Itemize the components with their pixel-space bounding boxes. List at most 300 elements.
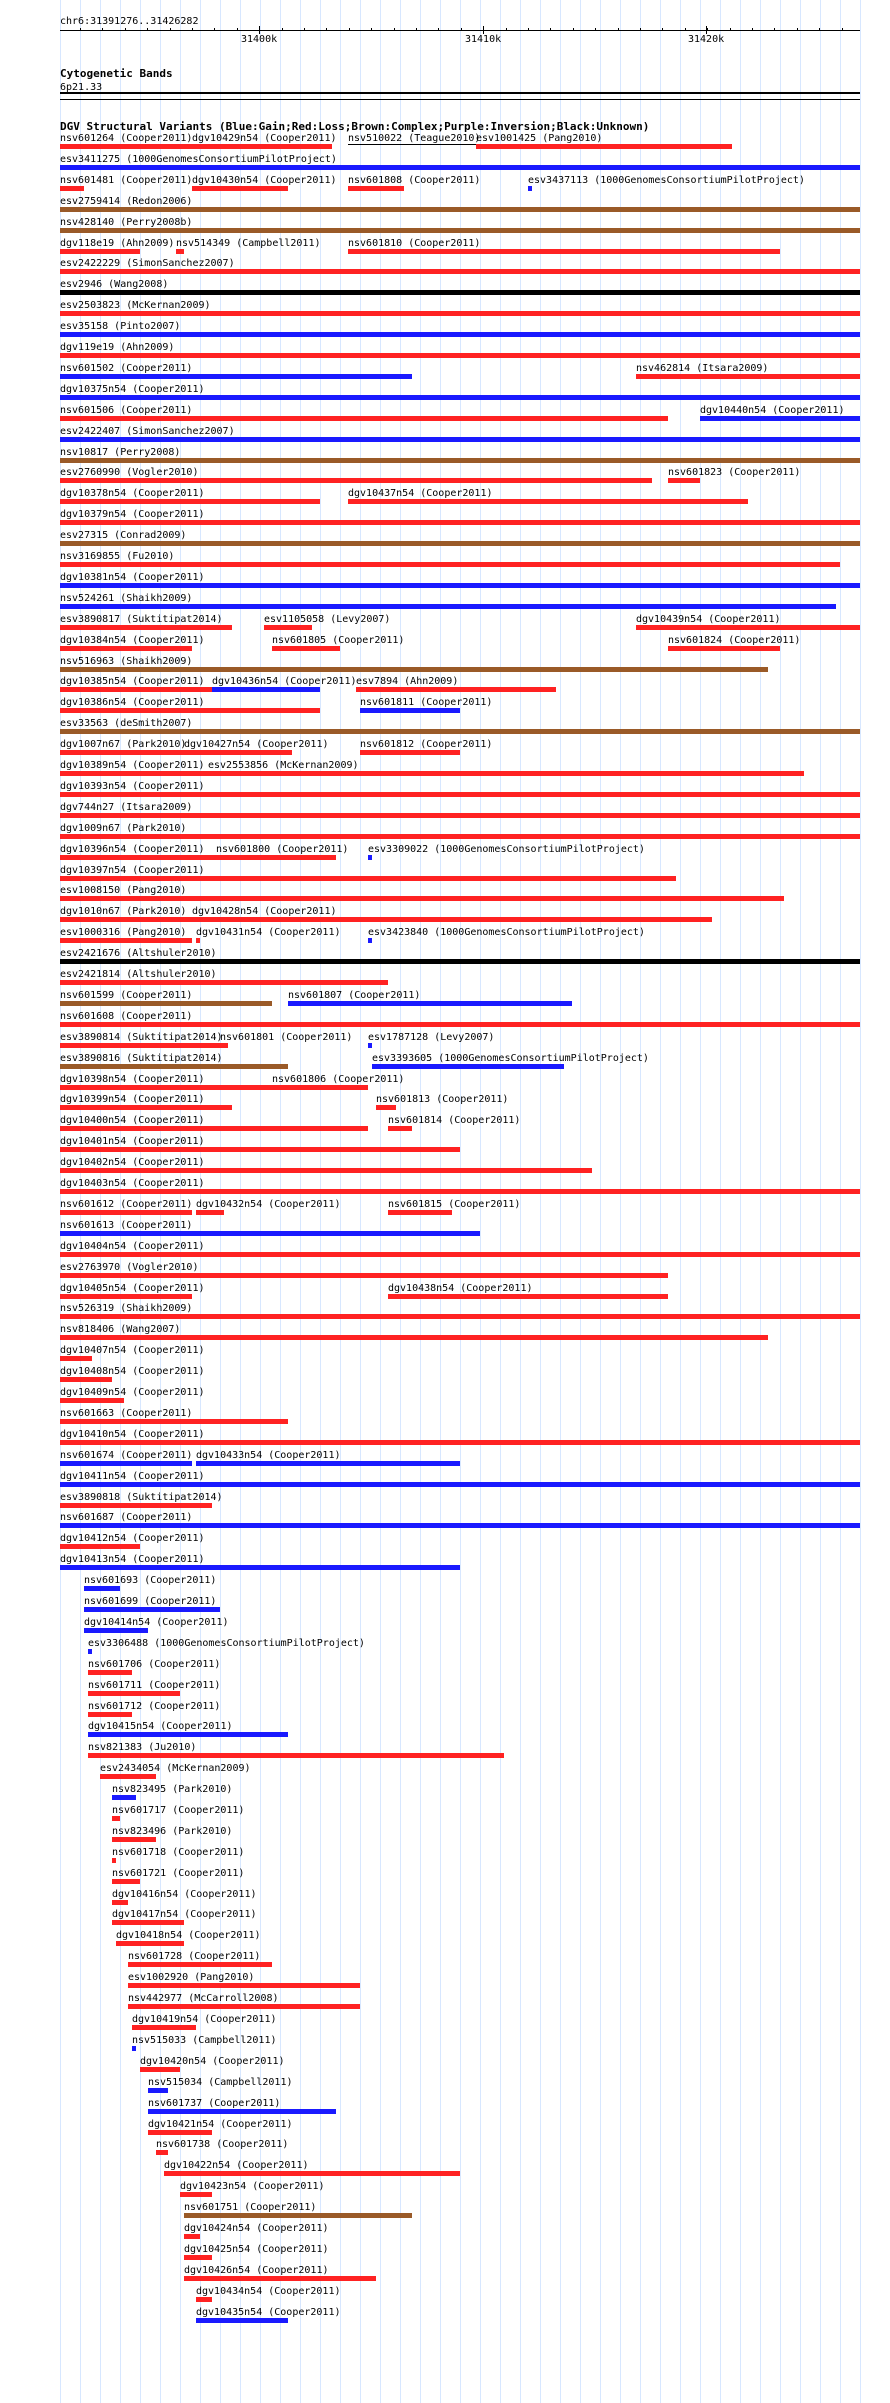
variant-bar-loss[interactable] <box>60 1503 212 1508</box>
variant-bar-gain[interactable] <box>528 186 532 191</box>
variant-label[interactable]: dgv10439n54 (Cooper2011) <box>636 614 781 625</box>
variant-label[interactable]: esv2422229 (SimonSanchez2007) <box>60 258 235 269</box>
variant-label[interactable]: dgv10398n54 (Cooper2011) <box>60 1074 205 1085</box>
variant-label[interactable]: dgv10428n54 (Cooper2011) <box>192 906 337 917</box>
variant-bar-loss[interactable] <box>180 2192 212 2197</box>
ruler-minor-tick <box>685 28 686 31</box>
variant-label[interactable]: dgv10438n54 (Cooper2011) <box>388 1283 533 1294</box>
variant-label[interactable]: dgv10375n54 (Cooper2011) <box>60 384 205 395</box>
variant-bar-complex[interactable] <box>60 729 860 734</box>
variant-label[interactable]: esv2553856 (McKernan2009) <box>208 760 359 771</box>
variant-label[interactable]: dgv10424n54 (Cooper2011) <box>184 2223 329 2234</box>
variant-label[interactable]: nsv601706 (Cooper2011) <box>88 1659 221 1670</box>
variant-label[interactable]: dgv10403n54 (Cooper2011) <box>60 1178 205 1189</box>
variant-label[interactable]: dgv10405n54 (Cooper2011) <box>60 1283 205 1294</box>
variant-bar-loss[interactable] <box>60 1294 192 1299</box>
variant-label[interactable]: dgv10430n54 (Cooper2011) <box>192 175 337 186</box>
variant-bar-loss[interactable] <box>60 562 840 567</box>
variant-bar-loss[interactable] <box>60 855 216 860</box>
variant-bar-loss[interactable] <box>60 1168 592 1173</box>
variant-label[interactable]: nsv601599 (Cooper2011) <box>60 990 193 1001</box>
variant-label[interactable]: nsv818406 (Wang2007) <box>60 1324 181 1335</box>
variant-label[interactable]: dgv10402n54 (Cooper2011) <box>60 1157 205 1168</box>
variant-bar-unknown[interactable] <box>60 959 860 964</box>
variant-label[interactable]: esv27315 (Conrad2009) <box>60 530 187 541</box>
variant-label[interactable]: nsv462814 (Itsara2009) <box>636 363 769 374</box>
variant-bar-loss[interactable] <box>60 646 192 651</box>
variant-label[interactable]: nsv601663 (Cooper2011) <box>60 1408 193 1419</box>
variant-label[interactable]: nsv601699 (Cooper2011) <box>84 1596 217 1607</box>
variant-label[interactable]: esv7894 (Ahn2009) <box>356 676 459 687</box>
variant-bar-loss[interactable] <box>184 2276 376 2281</box>
variant-bar-loss[interactable] <box>636 374 860 379</box>
variant-bar-loss[interactable] <box>348 186 404 191</box>
variant-label[interactable]: dgv10378n54 (Cooper2011) <box>60 488 205 499</box>
variant-label[interactable]: dgv10416n54 (Cooper2011) <box>112 1889 257 1900</box>
variant-label[interactable]: dgv10433n54 (Cooper2011) <box>196 1450 341 1461</box>
variant-bar-loss[interactable] <box>668 646 780 651</box>
variant-bar-gain[interactable] <box>132 2046 136 2051</box>
variant-label[interactable]: dgv10423n54 (Cooper2011) <box>180 2181 325 2192</box>
variant-label[interactable]: nsv823496 (Park2010) <box>112 1826 233 1837</box>
grid-line <box>760 0 761 2403</box>
variant-label[interactable]: dgv10384n54 (Cooper2011) <box>60 635 205 646</box>
variant-label[interactable]: esv2759414 (Redon2006) <box>60 196 193 207</box>
variant-label[interactable]: dgv10397n54 (Cooper2011) <box>60 865 205 876</box>
variant-label[interactable]: esv3890818 (Suktitipat2014) <box>60 1492 223 1503</box>
variant-label[interactable]: nsv601805 (Cooper2011) <box>272 635 405 646</box>
variant-label[interactable]: nsv601801 (Cooper2011) <box>220 1032 353 1043</box>
variant-bar-complex[interactable] <box>60 458 860 463</box>
variant-bar-gain[interactable] <box>60 1565 460 1570</box>
variant-label[interactable]: nsv601812 (Cooper2011) <box>360 739 493 750</box>
variant-label[interactable]: nsv821383 (Ju2010) <box>88 1742 197 1753</box>
variant-label[interactable]: nsv10817 (Perry2008) <box>60 447 181 458</box>
variant-label[interactable]: esv1000316 (Pang2010) <box>60 927 187 938</box>
variant-label[interactable]: dgv10396n54 (Cooper2011) <box>60 844 205 855</box>
variant-bar-loss[interactable] <box>60 813 860 818</box>
variant-label[interactable]: dgv10415n54 (Cooper2011) <box>88 1721 233 1732</box>
variant-label[interactable]: nsv601502 (Cooper2011) <box>60 363 193 374</box>
variant-label[interactable]: nsv514349 (Campbell2011) <box>176 238 321 249</box>
variant-label[interactable]: dgv10407n54 (Cooper2011) <box>60 1345 205 1356</box>
variant-bar-loss[interactable] <box>60 499 320 504</box>
variant-label[interactable]: nsv823495 (Park2010) <box>112 1784 233 1795</box>
variant-bar-loss[interactable] <box>60 625 232 630</box>
variant-bar-loss[interactable] <box>184 2234 200 2239</box>
variant-bar-loss[interactable] <box>60 1252 860 1257</box>
variant-bar-complex[interactable] <box>60 1001 272 1006</box>
variant-bar-gain[interactable] <box>60 604 836 609</box>
variant-bar-gain[interactable] <box>288 1001 572 1006</box>
variant-label[interactable]: dgv10420n54 (Cooper2011) <box>140 2056 285 2067</box>
variant-bar-loss[interactable] <box>60 771 208 776</box>
variant-bar-loss[interactable] <box>196 2297 212 2302</box>
variant-bar-loss[interactable] <box>60 1043 220 1048</box>
variant-label[interactable]: esv3437113 (1000GenomesConsortiumPilotProject) <box>528 175 805 186</box>
variant-bar-loss[interactable] <box>112 1837 156 1842</box>
variant-label[interactable]: nsv601687 (Cooper2011) <box>60 1512 193 1523</box>
grid-line <box>380 0 381 2403</box>
variant-label[interactable]: esv1001425 (Pang2010) <box>476 133 603 144</box>
variant-bar-loss[interactable] <box>60 792 860 797</box>
variant-bar-gain[interactable] <box>60 395 860 400</box>
variant-label[interactable]: nsv601806 (Cooper2011) <box>272 1074 405 1085</box>
variant-label[interactable]: nsv601728 (Cooper2011) <box>128 1951 261 1962</box>
variant-bar-loss[interactable] <box>60 708 320 713</box>
variant-bar-loss[interactable] <box>176 249 184 254</box>
variant-label[interactable]: dgv10422n54 (Cooper2011) <box>164 2160 309 2171</box>
ruler-tick-label: 31410k <box>465 34 502 45</box>
variant-bar-gain[interactable] <box>372 1064 564 1069</box>
variant-bar-gain[interactable] <box>368 1043 372 1048</box>
variant-bar-loss[interactable] <box>60 520 860 525</box>
variant-bar-gain[interactable] <box>112 1795 136 1800</box>
variant-bar-loss[interactable] <box>192 186 288 191</box>
variant-label[interactable]: nsv601711 (Cooper2011) <box>88 1680 221 1691</box>
variant-bar-loss[interactable] <box>60 917 192 922</box>
ruler-minor-tick <box>147 28 148 31</box>
variant-label[interactable]: dgv10429n54 (Cooper2011) <box>192 133 337 144</box>
variant-bar-loss[interactable] <box>208 771 804 776</box>
variant-label[interactable]: esv2421676 (Altshuler2010) <box>60 948 217 959</box>
variant-label[interactable]: dgv10427n54 (Cooper2011) <box>184 739 329 750</box>
variant-label[interactable]: dgv1007n67 (Park2010) <box>60 739 187 750</box>
variant-label[interactable]: dgv119e19 (Ahn2009) <box>60 342 175 353</box>
variant-bar-loss[interactable] <box>60 1419 288 1424</box>
variant-bar-gain[interactable] <box>60 583 860 588</box>
variant-bar-loss[interactable] <box>112 1920 184 1925</box>
variant-bar-gain[interactable] <box>212 687 320 692</box>
variant-bar-loss[interactable] <box>388 1294 668 1299</box>
variant-label[interactable]: nsv526319 (Shaikh2009) <box>60 1303 193 1314</box>
ruler-minor-tick <box>774 28 775 31</box>
variant-label[interactable]: dgv10432n54 (Cooper2011) <box>196 1199 341 1210</box>
variant-bar-loss[interactable] <box>60 269 860 274</box>
variant-label[interactable]: nsv601712 (Cooper2011) <box>88 1701 221 1712</box>
variant-bar-loss[interactable] <box>156 2150 168 2155</box>
variant-bar-loss[interactable] <box>272 1085 368 1090</box>
variant-label[interactable]: nsv510022 (Teague2010) <box>348 133 481 144</box>
variant-bar-loss[interactable] <box>60 249 140 254</box>
variant-bar-loss[interactable] <box>264 625 312 630</box>
variant-bar-loss[interactable] <box>60 1210 192 1215</box>
variant-bar-loss[interactable] <box>60 834 860 839</box>
variant-bar-complex[interactable] <box>60 1064 288 1069</box>
variant-bar-loss[interactable] <box>60 186 84 191</box>
variant-label[interactable]: nsv601815 (Cooper2011) <box>388 1199 521 1210</box>
variant-label[interactable]: nsv601810 (Cooper2011) <box>348 238 481 249</box>
variant-bar-loss[interactable] <box>128 1962 272 1967</box>
variant-label[interactable]: dgv10418n54 (Cooper2011) <box>116 1930 261 1941</box>
grid-line <box>740 0 741 2403</box>
variant-label[interactable]: esv33563 (deSmith2007) <box>60 718 193 729</box>
variant-label[interactable]: nsv601823 (Cooper2011) <box>668 467 801 478</box>
variant-bar-complex[interactable] <box>60 667 768 672</box>
variant-bar-gain[interactable] <box>148 2109 336 2114</box>
variant-label[interactable]: dgv10385n54 (Cooper2011) <box>60 676 205 687</box>
variant-label[interactable]: dgv10410n54 (Cooper2011) <box>60 1429 205 1440</box>
variant-bar-loss[interactable] <box>192 144 332 149</box>
variant-label[interactable]: esv2760990 (Vogler2010) <box>60 467 199 478</box>
variant-bar-loss[interactable] <box>220 1043 228 1048</box>
variant-bar-gain[interactable] <box>700 416 860 421</box>
variant-bar-loss[interactable] <box>196 1210 224 1215</box>
ruler-minor-tick <box>595 28 596 31</box>
variant-bar-loss[interactable] <box>60 1356 92 1361</box>
variant-bar-loss[interactable] <box>60 1273 668 1278</box>
variant-bar-loss[interactable] <box>60 896 784 901</box>
variant-bar-gain[interactable] <box>196 2318 288 2323</box>
variant-bar-loss[interactable] <box>132 2025 196 2030</box>
variant-bar-loss[interactable] <box>60 353 860 358</box>
variant-bar-loss[interactable] <box>112 1879 140 1884</box>
variant-label[interactable]: nsv601264 (Cooper2011) <box>60 133 193 144</box>
variant-bar-loss[interactable] <box>88 1691 180 1696</box>
variant-bar-loss[interactable] <box>388 1210 452 1215</box>
variant-label[interactable]: dgv10419n54 (Cooper2011) <box>132 2014 277 2025</box>
variant-label[interactable]: esv3890814 (Suktitipat2014) <box>60 1032 223 1043</box>
variant-label[interactable]: esv2421814 (Altshuler2010) <box>60 969 217 980</box>
variant-bar-loss[interactable] <box>88 1753 504 1758</box>
variant-bar-complex[interactable] <box>184 2213 412 2218</box>
variant-label[interactable]: dgv10414n54 (Cooper2011) <box>84 1617 229 1628</box>
variant-label[interactable]: dgv10393n54 (Cooper2011) <box>60 781 205 792</box>
variant-label[interactable]: esv3423840 (1000GenomesConsortiumPilotProject) <box>368 927 645 938</box>
variant-label[interactable]: dgv1010n67 (Park2010) <box>60 906 187 917</box>
variant-label[interactable]: nsv601808 (Cooper2011) <box>348 175 481 186</box>
variant-label[interactable]: esv1787128 (Levy2007) <box>368 1032 495 1043</box>
variant-label[interactable]: dgv10434n54 (Cooper2011) <box>196 2286 341 2297</box>
variant-label[interactable]: nsv601824 (Cooper2011) <box>668 635 801 646</box>
variant-label[interactable]: dgv10421n54 (Cooper2011) <box>148 2119 293 2130</box>
variant-bar-gain[interactable] <box>88 1649 92 1654</box>
variant-bar-loss[interactable] <box>476 144 732 149</box>
variant-label[interactable]: esv3411275 (1000GenomesConsortiumPilotProject) <box>60 154 337 165</box>
variant-label[interactable]: nsv516963 (Shaikh2009) <box>60 656 193 667</box>
variant-bar-loss[interactable] <box>184 2255 212 2260</box>
variant-bar-loss[interactable] <box>60 1105 232 1110</box>
variant-label[interactable]: esv3393605 (1000GenomesConsortiumPilotProject) <box>372 1053 649 1064</box>
variant-bar-loss[interactable] <box>60 1147 460 1152</box>
variant-bar-loss[interactable] <box>60 416 668 421</box>
variant-bar-loss[interactable] <box>60 980 388 985</box>
variant-bar-loss[interactable] <box>164 2171 460 2176</box>
variant-label[interactable]: dgv10411n54 (Cooper2011) <box>60 1471 205 1482</box>
variant-bar-loss[interactable] <box>60 1335 768 1340</box>
variant-bar-loss[interactable] <box>60 876 676 881</box>
variant-label[interactable]: nsv601718 (Cooper2011) <box>112 1847 245 1858</box>
variant-bar-gain[interactable] <box>60 1461 192 1466</box>
variant-bar-gain[interactable] <box>368 855 372 860</box>
variant-bar-gain[interactable] <box>60 332 860 337</box>
variant-bar-gain[interactable] <box>84 1628 148 1633</box>
variant-label[interactable]: esv3309022 (1000GenomesConsortiumPilotProject) <box>368 844 645 855</box>
variant-bar-loss[interactable] <box>112 1816 120 1821</box>
variant-bar-loss[interactable] <box>60 1398 124 1403</box>
variant-bar-loss[interactable] <box>88 1712 132 1717</box>
grid-line <box>360 0 361 2403</box>
ruler-tick-label: 31400k <box>241 34 278 45</box>
variant-label[interactable]: nsv601717 (Cooper2011) <box>112 1805 245 1816</box>
variant-bar-loss[interactable] <box>184 750 292 755</box>
variant-label[interactable]: esv1008150 (Pang2010) <box>60 885 187 896</box>
variant-bar-gain[interactable] <box>360 708 460 713</box>
variant-label[interactable]: dgv118e19 (Ahn2009) <box>60 238 175 249</box>
variant-bar-gain[interactable] <box>84 1586 120 1591</box>
variant-label[interactable]: dgv10408n54 (Cooper2011) <box>60 1366 205 1377</box>
variant-label[interactable]: dgv10400n54 (Cooper2011) <box>60 1115 205 1126</box>
variant-bar-loss[interactable] <box>60 938 192 943</box>
variant-label[interactable]: dgv10412n54 (Cooper2011) <box>60 1533 205 1544</box>
variant-label[interactable]: dgv10436n54 (Cooper2011) <box>212 676 357 687</box>
variant-label[interactable]: dgv10413n54 (Cooper2011) <box>60 1554 205 1565</box>
variant-label[interactable]: dgv10386n54 (Cooper2011) <box>60 697 205 708</box>
variant-bar-loss[interactable] <box>60 311 860 316</box>
variant-bar-loss[interactable] <box>112 1900 128 1905</box>
variant-label[interactable]: nsv601612 (Cooper2011) <box>60 1199 193 1210</box>
variant-label[interactable]: esv2946 (Wang2008) <box>60 279 169 290</box>
variant-bar-loss[interactable] <box>60 1377 112 1382</box>
variant-label[interactable]: dgv10426n54 (Cooper2011) <box>184 2265 329 2276</box>
variant-bar-complex[interactable] <box>60 228 860 233</box>
variant-bar-loss[interactable] <box>60 1085 272 1090</box>
variant-bar-loss[interactable] <box>60 1126 368 1131</box>
variant-label[interactable]: dgv744n27 (Itsara2009) <box>60 802 193 813</box>
variant-bar-gain[interactable] <box>368 938 372 943</box>
variant-label[interactable]: nsv442977 (McCarroll2008) <box>128 1993 279 2004</box>
variant-bar-gain[interactable] <box>88 1732 288 1737</box>
variant-bar-loss[interactable] <box>100 1774 156 1779</box>
variant-label[interactable]: dgv10379n54 (Cooper2011) <box>60 509 205 520</box>
variant-label[interactable]: esv1002920 (Pang2010) <box>128 1972 255 1983</box>
variant-label[interactable]: dgv10431n54 (Cooper2011) <box>196 927 341 938</box>
variant-bar-gain[interactable] <box>60 374 412 379</box>
variant-label[interactable]: dgv1009n67 (Park2010) <box>60 823 187 834</box>
variant-bar-loss[interactable] <box>128 2004 360 2009</box>
variant-bar-gain[interactable] <box>60 1482 860 1487</box>
variant-bar-loss[interactable] <box>60 1440 860 1445</box>
variant-label[interactable]: esv3890817 (Suktitipat2014) <box>60 614 223 625</box>
variant-label[interactable]: nsv601613 (Cooper2011) <box>60 1220 193 1231</box>
variant-bar-loss[interactable] <box>60 144 192 149</box>
variant-bar-loss[interactable] <box>360 750 460 755</box>
variant-bar-loss[interactable] <box>60 1314 860 1319</box>
variant-label[interactable]: nsv601693 (Cooper2011) <box>84 1575 217 1586</box>
variant-label[interactable]: dgv10389n54 (Cooper2011) <box>60 760 205 771</box>
variant-label[interactable]: nsv601721 (Cooper2011) <box>112 1868 245 1879</box>
variant-bar-complex[interactable] <box>60 541 860 546</box>
variant-label[interactable]: esv2503823 (McKernan2009) <box>60 300 211 311</box>
variant-bar-gain[interactable] <box>60 437 860 442</box>
variant-label[interactable]: dgv10417n54 (Cooper2011) <box>112 1909 257 1920</box>
variant-label[interactable]: dgv10401n54 (Cooper2011) <box>60 1136 205 1147</box>
variant-bar-gain[interactable] <box>60 165 860 170</box>
variant-bar-unknown[interactable] <box>60 290 860 295</box>
variant-bar-loss[interactable] <box>216 855 336 860</box>
variant-bar-gain[interactable] <box>60 1231 480 1236</box>
variant-bar-loss[interactable] <box>348 499 748 504</box>
variant-label[interactable]: esv3306488 (1000GenomesConsortiumPilotProject) <box>88 1638 365 1649</box>
variant-bar-loss[interactable] <box>60 687 212 692</box>
variant-bar-loss[interactable] <box>668 478 700 483</box>
variant-label[interactable]: dgv10440n54 (Cooper2011) <box>700 405 845 416</box>
variant-label[interactable]: nsv601506 (Cooper2011) <box>60 405 193 416</box>
variant-bar-loss[interactable] <box>636 625 860 630</box>
variant-bar-loss[interactable] <box>112 1858 116 1863</box>
variant-label[interactable]: nsv601481 (Cooper2011) <box>60 175 193 186</box>
variant-label[interactable]: nsv601751 (Cooper2011) <box>184 2202 317 2213</box>
variant-label[interactable]: nsv515034 (Campbell2011) <box>148 2077 293 2088</box>
variant-label[interactable]: nsv601674 (Cooper2011) <box>60 1450 193 1461</box>
variant-label[interactable]: nsv515033 (Campbell2011) <box>132 2035 277 2046</box>
variant-label[interactable]: nsv3169855 (Fu2010) <box>60 551 175 562</box>
variant-label[interactable]: nsv524261 (Shaikh2009) <box>60 593 193 604</box>
variant-label[interactable]: dgv10404n54 (Cooper2011) <box>60 1241 205 1252</box>
variant-bar-loss[interactable] <box>60 1189 860 1194</box>
variant-label[interactable]: esv2434054 (McKernan2009) <box>100 1763 251 1774</box>
variant-bar-complex[interactable] <box>60 207 860 212</box>
variant-bar-gain[interactable] <box>60 1523 860 1528</box>
variant-label[interactable]: esv2422407 (SimonSanchez2007) <box>60 426 235 437</box>
variant-label[interactable]: dgv10381n54 (Cooper2011) <box>60 572 205 583</box>
variant-label[interactable]: nsv601813 (Cooper2011) <box>376 1094 509 1105</box>
variant-bar-loss[interactable] <box>388 1126 412 1131</box>
variant-label[interactable]: esv2763970 (Vogler2010) <box>60 1262 199 1273</box>
variant-bar-loss[interactable] <box>148 2130 212 2135</box>
ruler-minor-tick <box>640 28 641 31</box>
variant-label[interactable]: dgv10435n54 (Cooper2011) <box>196 2307 341 2318</box>
variant-label[interactable]: nsv601811 (Cooper2011) <box>360 697 493 708</box>
variant-label[interactable]: nsv601737 (Cooper2011) <box>148 2098 281 2109</box>
variant-bar-loss[interactable] <box>356 687 556 692</box>
variant-label[interactable]: nsv601814 (Cooper2011) <box>388 1115 521 1126</box>
variant-bar-loss[interactable] <box>192 917 712 922</box>
variant-bar-loss[interactable] <box>348 249 780 254</box>
grid-line <box>560 0 561 2403</box>
variant-label[interactable]: dgv10437n54 (Cooper2011) <box>348 488 493 499</box>
variant-label[interactable]: esv1105058 (Levy2007) <box>264 614 391 625</box>
variant-label[interactable]: dgv10425n54 (Cooper2011) <box>184 2244 329 2255</box>
variant-label[interactable]: nsv601608 (Cooper2011) <box>60 1011 193 1022</box>
variant-bar-loss[interactable] <box>60 1022 860 1027</box>
variant-label[interactable]: nsv428140 (Perry2008b) <box>60 217 193 228</box>
variant-bar-loss[interactable] <box>376 1105 396 1110</box>
variant-bar-loss[interactable] <box>196 938 200 943</box>
ruler-minor-tick <box>192 28 193 31</box>
variant-label[interactable]: dgv10399n54 (Cooper2011) <box>60 1094 205 1105</box>
variant-bar-gain[interactable] <box>148 2088 168 2093</box>
variant-bar-loss[interactable] <box>140 2067 180 2072</box>
variant-bar-loss[interactable] <box>272 646 340 651</box>
variant-label[interactable]: esv35158 (Pinto2007) <box>60 321 181 332</box>
variant-bar-loss[interactable] <box>60 750 184 755</box>
variant-bar-loss[interactable] <box>128 1983 360 1988</box>
ruler-minor-tick <box>483 28 484 31</box>
variant-bar-loss[interactable] <box>116 1941 184 1946</box>
variant-label[interactable]: nsv601807 (Cooper2011) <box>288 990 421 1001</box>
variant-label[interactable]: esv3890816 (Suktitipat2014) <box>60 1053 223 1064</box>
variant-bar-loss[interactable] <box>60 478 652 483</box>
variant-bar-loss[interactable] <box>60 1544 140 1549</box>
variant-label[interactable]: nsv601738 (Cooper2011) <box>156 2139 289 2150</box>
variant-bar-gain[interactable] <box>84 1607 220 1612</box>
variant-label[interactable]: nsv601800 (Cooper2011) <box>216 844 349 855</box>
variant-label[interactable]: dgv10409n54 (Cooper2011) <box>60 1387 205 1398</box>
variant-bar-loss[interactable] <box>88 1670 132 1675</box>
variant-bar-unknown[interactable] <box>348 144 476 145</box>
variant-bar-gain[interactable] <box>196 1461 460 1466</box>
